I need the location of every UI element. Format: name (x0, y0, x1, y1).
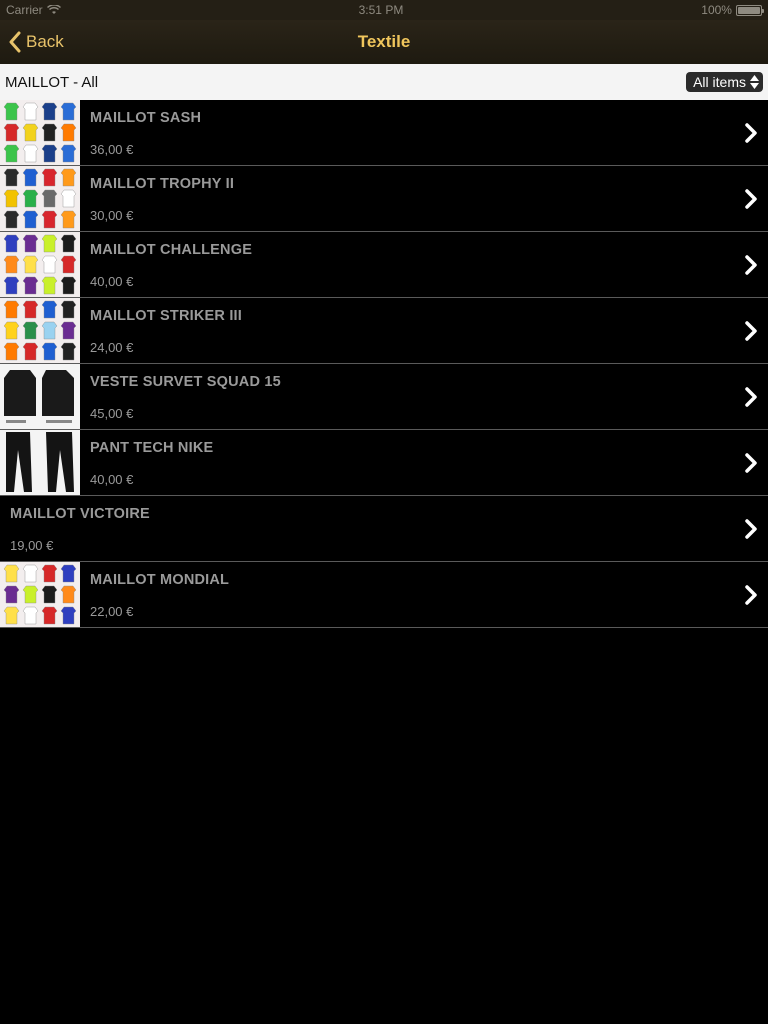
chevron-right-icon (744, 189, 758, 209)
product-thumbnail (0, 364, 80, 429)
product-row[interactable] (0, 232, 768, 298)
chevron-right-icon (744, 321, 758, 341)
product-row[interactable] (0, 496, 768, 562)
product-row[interactable] (0, 430, 768, 496)
product-row[interactable] (0, 562, 768, 628)
product-price: 40,00 € (90, 274, 134, 289)
chevron-right-icon (744, 387, 758, 407)
status-bar (0, 0, 768, 20)
carrier-label: Carrier (6, 3, 43, 17)
product-row[interactable] (0, 364, 768, 430)
back-label: Back (26, 32, 64, 51)
product-name: MAILLOT STRIKER III (90, 308, 243, 324)
chevron-left-icon (8, 31, 22, 53)
chevron-right-icon (744, 585, 758, 605)
chevron-right-icon (744, 123, 758, 143)
product-row[interactable] (0, 100, 768, 166)
product-price: 40,00 € (90, 472, 134, 487)
product-thumbnail (0, 232, 80, 297)
battery-icon (736, 5, 762, 16)
status-time: 3:51 PM (358, 3, 404, 17)
filter-select-value: All items (693, 74, 746, 90)
product-price: 36,00 € (90, 142, 134, 157)
product-name: MAILLOT TROPHY II (90, 176, 235, 192)
product-thumbnail (0, 298, 80, 363)
product-row[interactable] (0, 166, 768, 232)
updown-arrows-icon (750, 75, 759, 89)
page-title: Textile (357, 32, 411, 51)
filter-bar (0, 64, 768, 100)
product-thumbnail (0, 100, 80, 165)
chevron-right-icon (744, 519, 758, 539)
product-list (0, 100, 768, 628)
product-name: MAILLOT VICTOIRE (10, 506, 150, 522)
product-name: MAILLOT SASH (90, 110, 202, 126)
product-name: VESTE SURVET SQUAD 15 (90, 374, 281, 390)
product-row[interactable] (0, 298, 768, 364)
product-thumbnail (0, 430, 80, 495)
items-filter-select[interactable] (686, 72, 763, 92)
product-price: 30,00 € (90, 208, 134, 223)
navigation-bar (0, 20, 768, 64)
product-thumbnail (0, 562, 80, 627)
product-name: PANT TECH NIKE (90, 440, 214, 456)
product-name: MAILLOT MONDIAL (90, 572, 230, 588)
wifi-icon (47, 5, 61, 15)
back-button[interactable] (8, 20, 64, 64)
product-price: 45,00 € (90, 406, 134, 421)
product-price: 22,00 € (90, 604, 134, 619)
product-name: MAILLOT CHALLENGE (90, 242, 253, 258)
chevron-right-icon (744, 255, 758, 275)
filter-label: MAILLOT - All (5, 73, 99, 91)
chevron-right-icon (744, 453, 758, 473)
product-thumbnail (0, 166, 80, 231)
product-price: 19,00 € (10, 538, 54, 553)
product-price: 24,00 € (90, 340, 134, 355)
battery-percent: 100% (701, 3, 732, 17)
